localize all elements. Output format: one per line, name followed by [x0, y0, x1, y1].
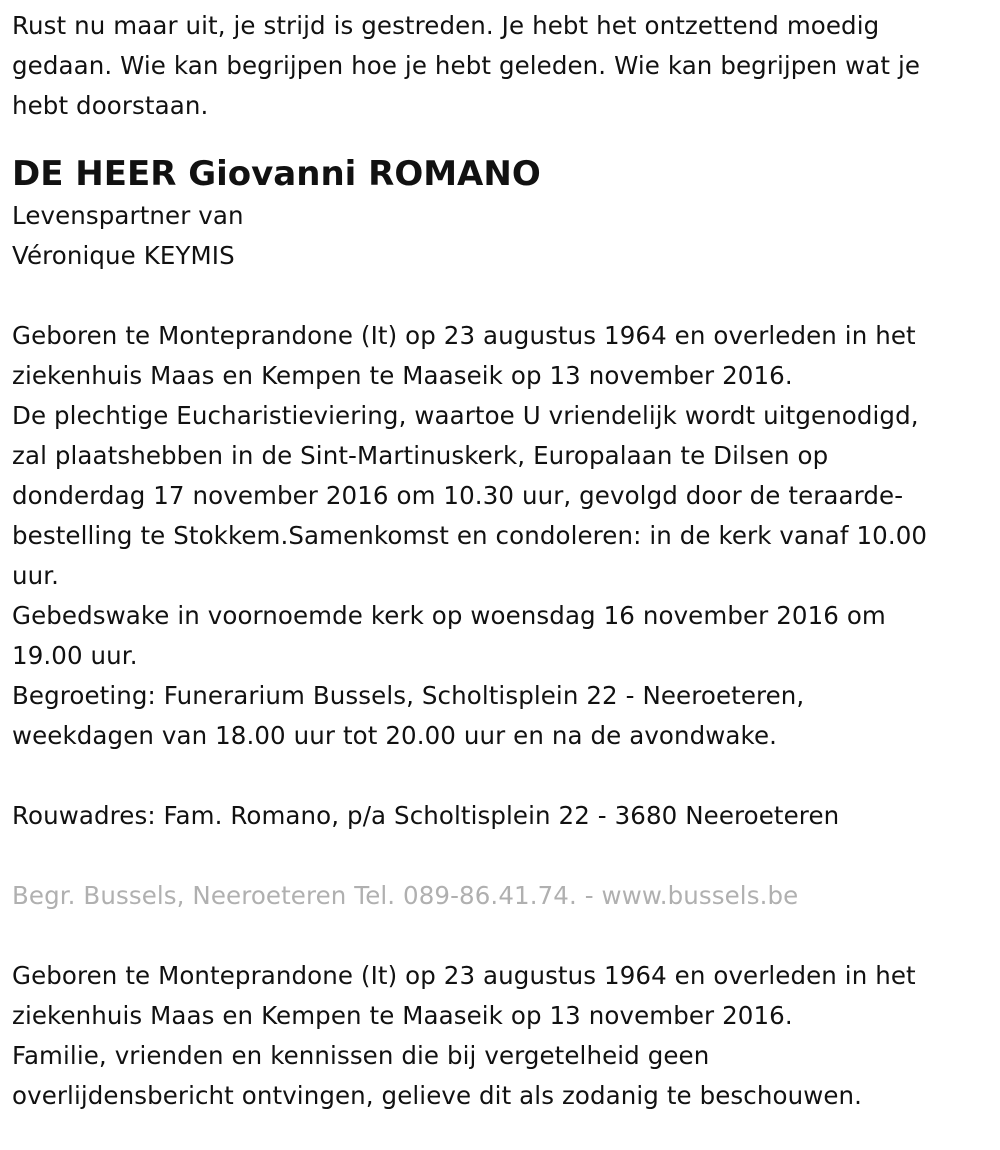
closing-notice — [12, 956, 988, 1116]
intro-line: Rust nu maar uit, je strijd is gestreden. Je hebt het ontzettend moedig — [12, 11, 880, 40]
details-line: ziekenhuis Maas en Kempen te Maaseik op 13 november 2016. — [12, 361, 793, 390]
address-text: Rouwadres: Fam. Romano, p/a Scholtisplein 22 - 3680 Neeroeteren — [12, 801, 840, 830]
partner-name: Véronique KEYMIS — [12, 241, 235, 270]
closing-line: ziekenhuis Maas en Kempen te Maaseik op 13 november 2016. — [12, 1001, 793, 1030]
details-line: Geboren te Monteprandone (It) op 23 augustus 1964 en overleden in het — [12, 321, 916, 350]
closing-line: Geboren te Monteprandone (It) op 23 augustus 1964 en overleden in het — [12, 961, 916, 990]
details-line: De plechtige Eucharistieviering, waartoe U vriendelijk wordt uitgenodigd, — [12, 401, 919, 430]
intro-line: gedaan. Wie kan begrijpen hoe je hebt geleden. Wie kan begrijpen wat je — [12, 51, 921, 80]
details-line: weekdagen van 18.00 uur tot 20.00 uur en na de avondwake. — [12, 721, 778, 750]
closing-line: overlijdensbericht ontvingen, gelieve dit als zodanig te beschouwen. — [12, 1081, 863, 1110]
intro-line: hebt doorstaan. — [12, 91, 209, 120]
funeral-details — [12, 316, 988, 756]
details-line: zal plaatshebben in de Sint-Martinuskerk, Europalaan te Dilsen op — [12, 441, 829, 470]
closing-line: Familie, vrienden en kennissen die bij vergetelheid geen — [12, 1041, 710, 1070]
details-line: bestelling te Stokkem.Samenkomst en condoleren: in de kerk vanaf 10.00 — [12, 521, 928, 550]
undertaker-info — [12, 876, 988, 916]
details-line: uur. — [12, 561, 60, 590]
relation-label: Levenspartner van — [12, 201, 244, 230]
details-line: donderdag 17 november 2016 om 10.30 uur, gevolgd door de teraarde- — [12, 481, 904, 510]
deceased-title: DE HEER Giovanni ROMANO — [12, 154, 541, 194]
partner-info — [12, 196, 988, 276]
mourning-address — [12, 796, 988, 836]
details-line: 19.00 uur. — [12, 641, 138, 670]
details-line: Gebedswake in voornoemde kerk op woensdag 16 november 2016 om — [12, 601, 886, 630]
intro-quote — [12, 6, 988, 126]
details-line: Begroeting: Funerarium Bussels, Scholtisplein 22 - Neeroeteren, — [12, 681, 805, 710]
undertaker-text: Begr. Bussels, Neeroeteren Tel. 089-86.41.74. - www.bussels.be — [12, 881, 799, 910]
